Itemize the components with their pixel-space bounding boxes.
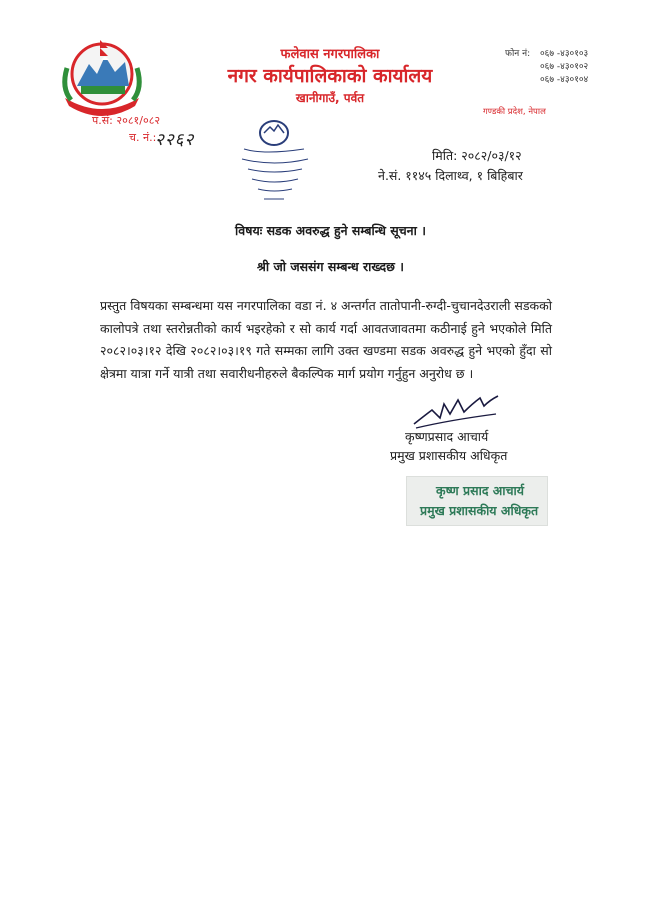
province-label: गण्डकी प्रदेश, नेपाल	[483, 107, 546, 117]
fiscal-year-ref: प.सं: २०८१/०८२	[92, 114, 161, 127]
office-stamp	[234, 113, 314, 213]
municipality-name: फलेवास नगरपालिका	[280, 47, 380, 62]
notice-body: प्रस्तुत विषयका सम्बन्धमा यस नगरपालिका वडा नं. ४ अन्तर्गत तातोपानी-रुग्दी-चुचानदेउराली सडकको कालोपत्रे तथा स्तरोन्नतीको कार्य भइरहेको र सो कार्य गर्दा आवतजावतमा कठीनाई हुने भएकोले मिति २०८२।०३।१२ देखि २०८२।०३।१९ गते सम्मका लागि उक्त खण्डमा सडक अवरुद्ध हुने भएको हुँदा सो क्षेत्रमा यात्रा गर्ने यात्री तथा सवारीधनीहरुले बैकल्पिक मार्ग प्रयोग गर्नुहुन अनुरोध छ ।	[100, 298, 552, 381]
phone-number: ०६७ -४३०१०२	[540, 62, 589, 72]
dispatch-label: च. नं.:	[129, 131, 157, 144]
handwritten-signature	[410, 390, 505, 430]
phone-number: ०६७ -४३०१०४	[540, 75, 589, 85]
phone-label: फोन नं:	[505, 49, 531, 59]
office-address: खानीगाउँ, पर्वत	[295, 91, 365, 105]
nepal-emblem-logo	[55, 38, 150, 118]
phone-number: ०६७ -४३०१०३	[540, 49, 589, 59]
salutation: श्री जो जससंग सम्बन्ध राख्दछ ।	[257, 259, 404, 274]
seal-title: प्रमुख प्रशासकीय अधिकृत	[420, 503, 539, 518]
letter-date: मिति: २०८२/०३/१२	[432, 148, 522, 163]
seal-name: कृष्ण प्रसाद आचार्य	[436, 483, 525, 498]
signatory-title: प्रमुख प्रशासकीय अधिकृत	[390, 448, 508, 463]
letter-subject: विषयः सडक अवरुद्ध हुने सम्बन्धि सूचना ।	[235, 223, 426, 238]
office-title: नगर कार्यपालिकाको कार्यालय	[227, 65, 433, 87]
nepal-sambat-date: ने.सं. ११४५ दिलाथ्व, १ बिहिबार	[378, 168, 523, 183]
signatory-name: कृष्णप्रसाद आचार्य	[405, 429, 489, 444]
dispatch-number: २२६२	[155, 130, 195, 150]
